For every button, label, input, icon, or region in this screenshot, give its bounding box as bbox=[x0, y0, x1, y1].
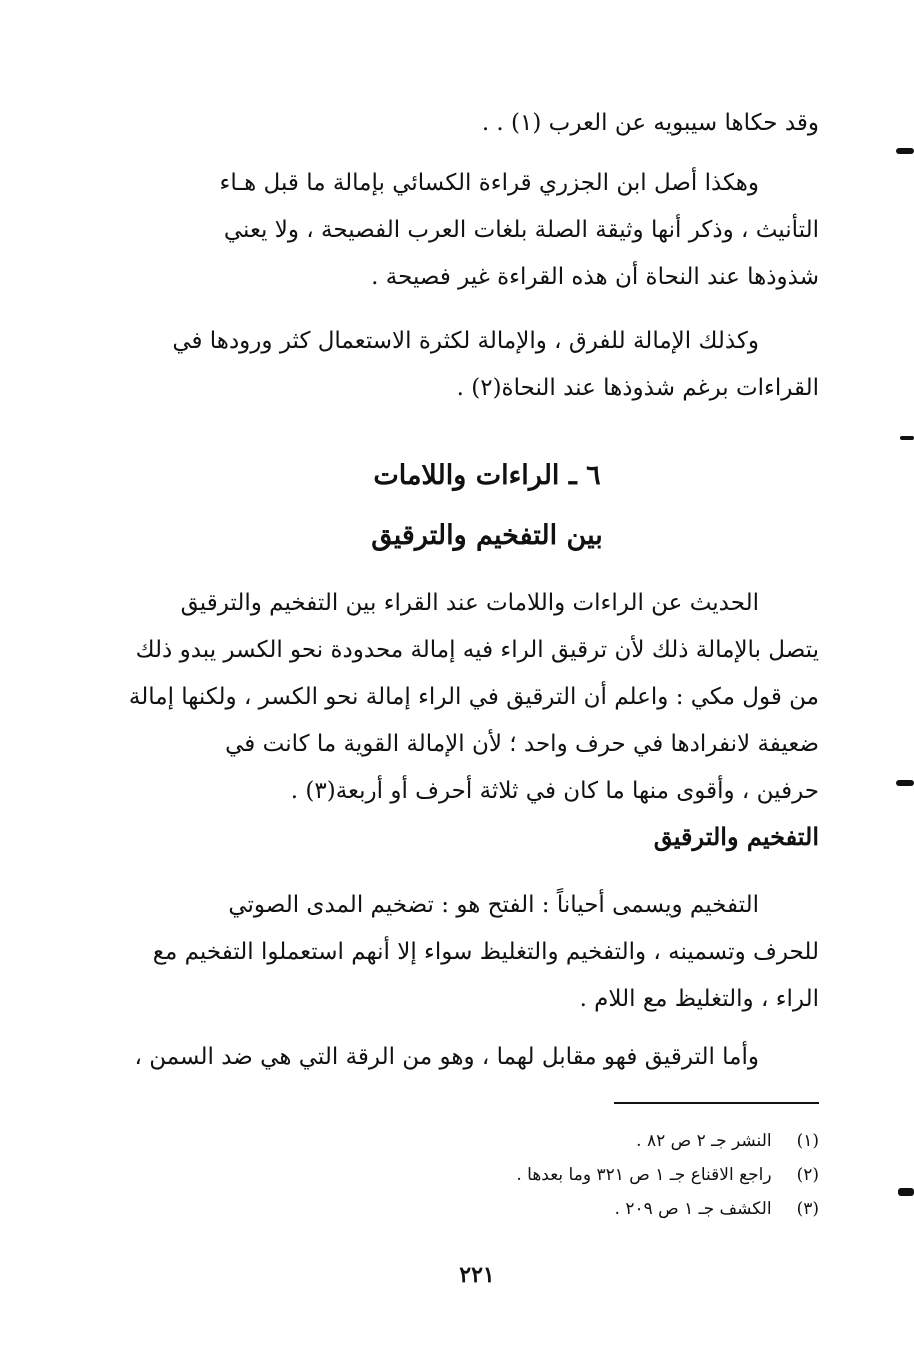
text-line: وهكذا أصل ابن الجزري قراءة الكسائي بإمالة ما قبل هـاء bbox=[219, 170, 759, 196]
text-line: ضعيفة لانفرادها في حرف واحد ؛ لأن الإمالة القوية ما كانت في bbox=[225, 731, 819, 757]
footnote-text: الكشف جـ ١ ص ٢٠٩ . bbox=[614, 1199, 772, 1219]
paragraph-4 bbox=[128, 580, 819, 815]
paragraph-3 bbox=[139, 318, 819, 412]
footnotes bbox=[516, 1124, 819, 1226]
scan-mark bbox=[898, 1188, 914, 1196]
footnote-item bbox=[516, 1158, 819, 1192]
text-line: التأنيث ، وذكر أنها وثيقة الصلة بلغات العرب الفصيحة ، ولا يعني bbox=[223, 217, 819, 243]
paragraph-5 bbox=[139, 882, 819, 1023]
scan-mark bbox=[896, 780, 914, 786]
text-line: التفخيم ويسمى أحياناً : الفتح هو : تضخيم المدى الصوتي bbox=[228, 892, 759, 918]
text-line: للحرف وتسمينه ، والتفخيم والتغليظ سواء إلا أنهم استعملوا التفخيم مع bbox=[152, 939, 819, 965]
text-line: وأما الترقيق فهو مقابل لهما ، وهو من الرقة التي هي ضد السمن ، bbox=[134, 1044, 759, 1070]
footnote-divider bbox=[614, 1102, 819, 1104]
text-line: شذوذها عند النحاة أن هذه القراءة غير فصيحة . bbox=[371, 264, 819, 290]
paragraph-1 bbox=[139, 100, 819, 147]
footnote-number: (٣) bbox=[796, 1199, 819, 1219]
text-line: وكذلك الإمالة للفرق ، والإمالة لكثرة الاستعمال كثر ورودها في bbox=[172, 328, 759, 354]
text-line: يتصل بالإمالة ذلك لأن ترقيق الراء فيه إمالة محدودة نحو الكسر يبدو ذلك bbox=[135, 637, 819, 663]
text-line: الراء ، والتغليظ مع اللام . bbox=[579, 986, 819, 1012]
footnote-number: (٢) bbox=[796, 1165, 819, 1185]
section-title: ٦ ـ الراءات واللامات bbox=[373, 460, 601, 491]
text-line: الحديث عن الراءات واللامات عند القراء بين التفخيم والترقيق bbox=[180, 590, 759, 616]
scan-mark bbox=[900, 436, 914, 440]
scan-mark bbox=[896, 148, 914, 154]
page-number: ٢٢١ bbox=[459, 1262, 495, 1288]
paragraph-6 bbox=[134, 1034, 819, 1081]
text-line: وقد حكاها سيبويه عن العرب (١) . . bbox=[481, 110, 819, 136]
paragraph-2 bbox=[139, 160, 819, 301]
footnote-text: النشر جـ ٢ ص ٨٢ . bbox=[636, 1131, 772, 1151]
footnote-number: (١) bbox=[796, 1131, 819, 1151]
text-line: من قول مكي : واعلم أن الترقيق في الراء إمالة نحو الكسر ، ولكنها إمالة bbox=[128, 684, 819, 710]
footnote-item bbox=[516, 1124, 819, 1158]
subsection-heading: التفخيم والترقيق bbox=[653, 822, 819, 851]
section-subtitle: بين التفخيم والترقيق bbox=[371, 520, 603, 551]
footnote-text: راجع الاقناع جـ ١ ص ٣٢١ وما بعدها . bbox=[516, 1165, 772, 1185]
footnote-item bbox=[516, 1192, 819, 1226]
text-line: حرفين ، وأقوى منها ما كان في ثلاثة أحرف أو أربعة(٣) . bbox=[290, 778, 819, 804]
text-line: القراءات برغم شذوذها عند النحاة(٢) . bbox=[456, 375, 819, 401]
